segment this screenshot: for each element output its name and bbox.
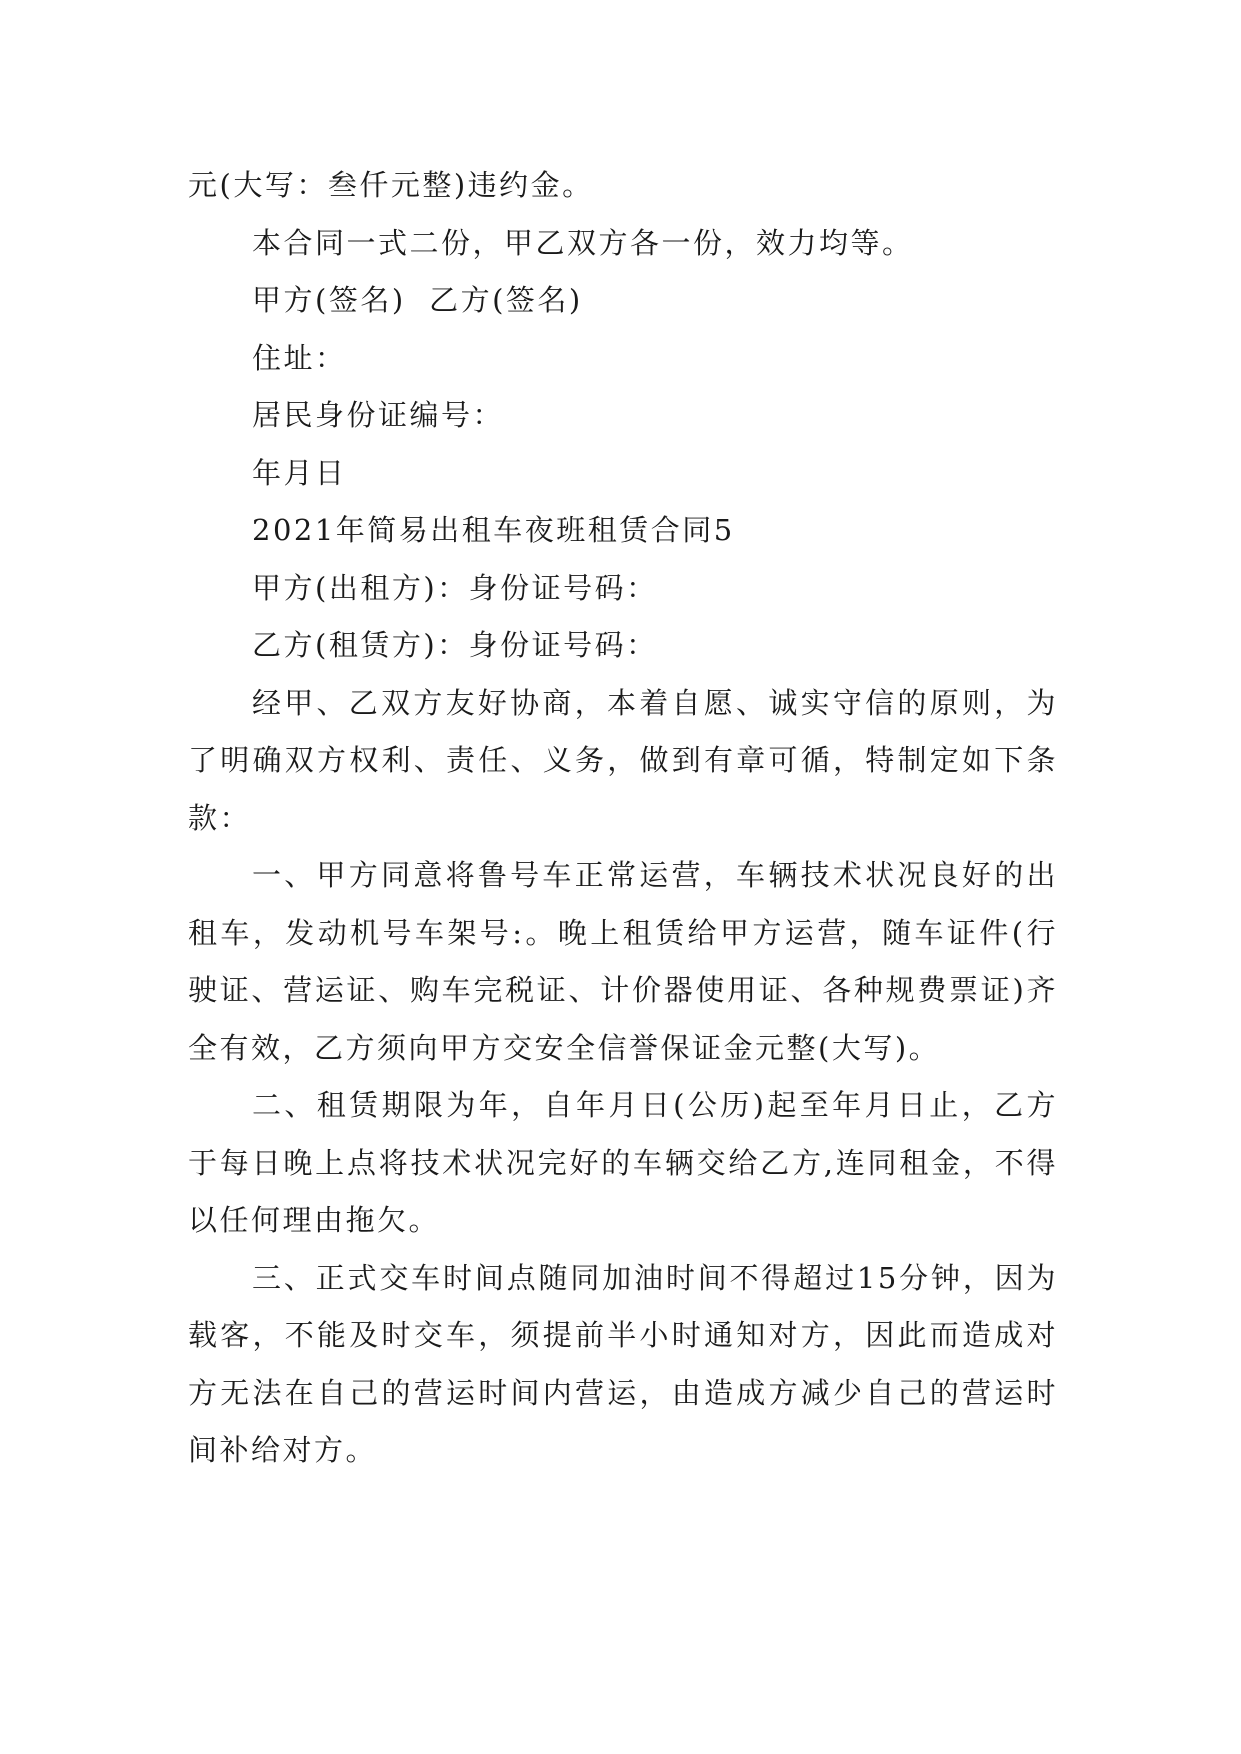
document-body (188, 157, 1058, 1480)
clause-3: 三、正式交车时间点随同加油时间不得超过15分钟，因为载客，不能及时交车，须提前半小时通知对方，因此而造成对方无法在自己的营运时间内营运，由造成方减少自己的营运时间补给对方。 (188, 1260, 1058, 1467)
contract-title: 2021年简易出租车夜班租赁合同5 (252, 513, 735, 547)
paragraph-preamble: 经甲、乙双方友好协商，本着自愿、诚实守信的原则，为了明确双方权利、责任、义务，做到有章可循，特制定如下条款： (188, 685, 1058, 835)
clause-1: 一、甲方同意将鲁号车正常运营，车辆技术状况良好的出租车，发动机号车架号:。晚上租赁给甲方运营，随车证件(行驶证、营运证、购车完税证、计价器使用证、各种规费票证)齐全有效，乙方须向甲方交安全信誉保证金元整(大写)。 (188, 858, 1058, 1065)
paragraph-address: 住址： (252, 340, 347, 375)
paragraph-copies: 本合同一式二份，甲乙双方各一份，效力均等。 (252, 225, 914, 260)
clause-2: 二、租赁期限为年，自年月日(公历)起至年月日止，乙方于每日晚上点将技术状况完好的车辆交给乙方,连同租金，不得以任何理由拖欠。 (188, 1088, 1058, 1237)
paragraph-date: 年月日 (252, 455, 347, 490)
paragraph-party-a: 甲方(出租方)：身份证号码： (252, 570, 658, 605)
paragraph-id-number: 居民身份证编号： (252, 398, 505, 432)
paragraph-party-b: 乙方(租赁方)：身份证号码： (252, 628, 658, 662)
paragraph-penalty-continuation: 元(大写：叁仟元整)违约金。 (188, 168, 594, 202)
paragraph-signatures: 甲方(签名) 乙方(签名) (252, 283, 583, 317)
